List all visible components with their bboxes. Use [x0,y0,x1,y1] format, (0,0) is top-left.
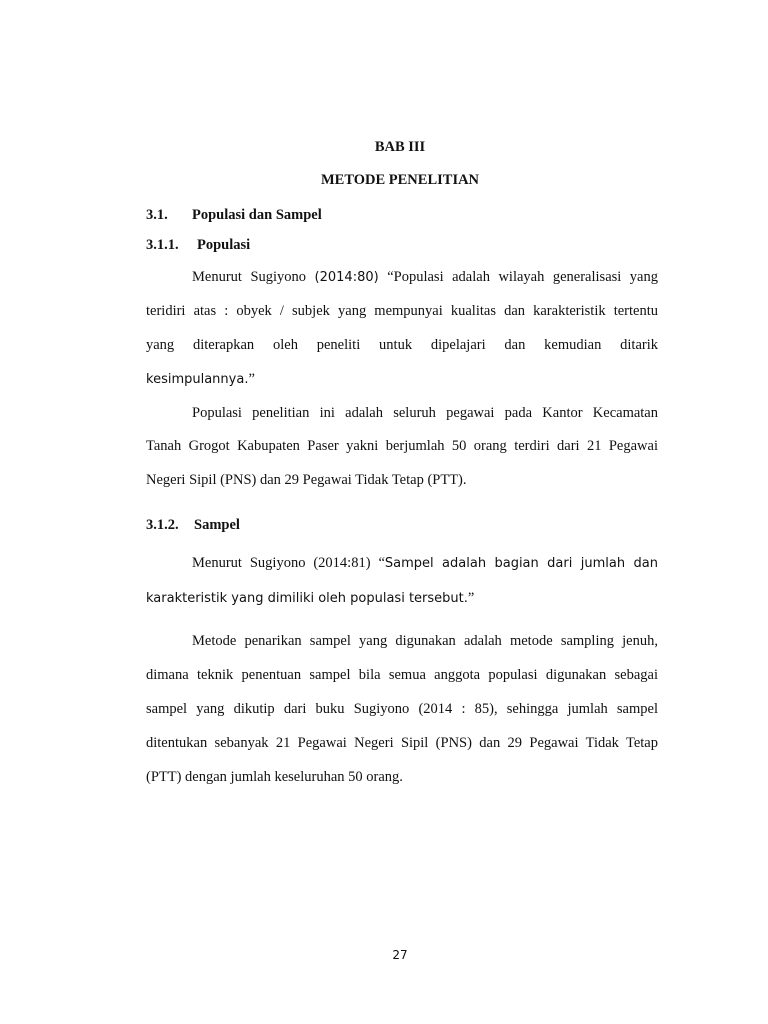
page-number: 27 [392,948,408,962]
body-line: teridiri atas : obyek / subjek yang mempunyai kualitas dan karakteristik tertentu [146,303,658,319]
section-number: 3.1.2. [146,517,179,533]
body-line: sampel yang dikutip dari buku Sugiyono (2014 : 85), sehingga jumlah sampel [146,701,658,717]
body-line: Menurut Sugiyono (2014:80) “Populasi adalah wilayah generalisasi yang [192,269,658,285]
body-line: Populasi penelitian ini adalah seluruh pegawai pada Kantor Kecamatan [192,405,658,421]
section-title: Sampel [194,517,240,533]
body-line: yang diterapkan oleh peneliti untuk dipelajari dan kemudian ditarik [146,337,658,353]
body-line: ditentukan sebanyak 21 Pegawai Negeri Sipil (PNS) dan 29 Pegawai Tidak Tetap [146,735,658,751]
body-line: kesimpulannya.” [146,371,255,387]
section-number: 3.1. [146,207,168,223]
body-line: Negeri Sipil (PNS) dan 29 Pegawai Tidak Tetap (PTT). [146,472,467,488]
body-line: karakteristik yang dimiliki oleh populasi tersebut.” [146,590,475,606]
body-line: Tanah Grogot Kabupaten Paser yakni berjumlah 50 orang terdiri dari 21 Pegawai [146,438,658,454]
section-heading-3-1-1 [146,237,250,253]
section-title: Populasi [197,237,251,253]
section-title: Populasi dan Sampel [192,207,322,223]
body-line: Menurut Sugiyono (2014:81) “Sampel adalah bagian dari jumlah dan [192,555,658,571]
body-line: (PTT) dengan jumlah keseluruhan 50 orang. [146,769,403,785]
chapter-heading: BAB III [374,139,426,155]
chapter-title: METODE PENELITIAN [320,172,480,188]
body-line: dimana teknik penentuan sampel bila semua anggota populasi digunakan sebagai [146,667,658,683]
section-heading-3-1-2 [146,517,240,533]
body-line: Metode penarikan sampel yang digunakan adalah metode sampling jenuh, [192,633,658,649]
section-heading-3-1 [146,207,322,223]
section-number: 3.1.1. [146,237,179,253]
